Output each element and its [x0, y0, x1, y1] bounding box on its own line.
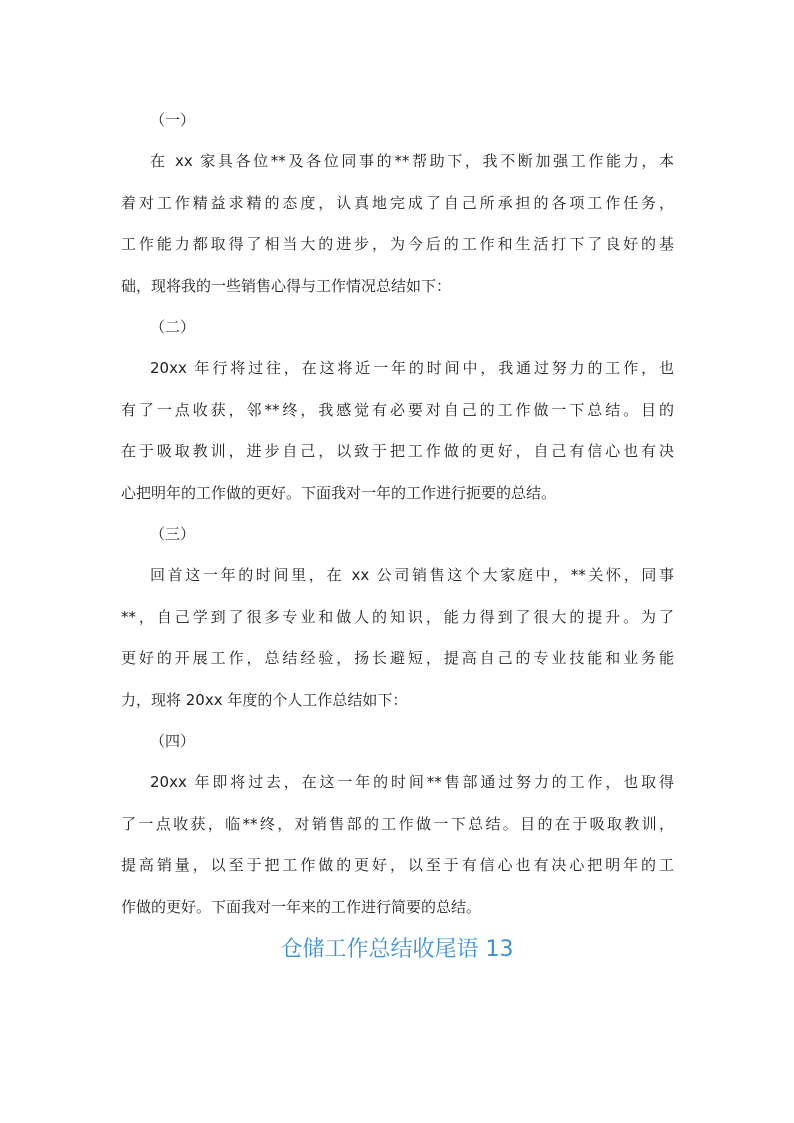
paragraph-line: **，自己学到了很多专业和做人的知识，能力得到了很大的提升。为了	[121, 607, 674, 626]
paragraph-line: 20xx 年行将过往，在这将近一年的时间中，我通过努力的工作，也	[150, 359, 674, 377]
paragraph-line: 20xx 年即将过去，在这一年的时间**售部通过努力的工作，也取得	[150, 773, 674, 791]
paragraph-line: 了一点收获，临**终，对销售部的工作做一下总结。目的在于吸取教训，	[121, 814, 674, 833]
section-paragraph-3	[121, 555, 674, 721]
paragraph-line: 有了一点收获，邻**终，我感觉有必要对自己的工作做一下总结。目的	[121, 400, 674, 419]
section-heading-3: （三）	[150, 525, 196, 543]
paragraph-line: 心把明年的工作做的更好。下面我对一年的工作进行扼要的总结。	[121, 483, 557, 502]
section-heading-2: （二）	[150, 318, 196, 336]
paragraph-line: 作做的更好。下面我对一年来的工作进行简要的总结。	[121, 897, 482, 916]
paragraph-line: 力，现将 20xx 年度的个人工作总结如下：	[121, 690, 408, 709]
document-body	[121, 100, 674, 928]
section-title: 仓储工作总结收尾语 13	[280, 937, 514, 962]
paragraph-line: 更好的开展工作，总结经验，扬长避短，提高自己的专业技能和业务能	[121, 649, 674, 667]
paragraph-line: 础，现将我的一些销售心得与工作情况总结如下：	[121, 276, 452, 295]
paragraph-line: 在 xx 家具各位**及各位同事的**帮助下，我不断加强工作能力，本	[150, 152, 674, 170]
section-heading-4: （四）	[150, 732, 196, 750]
paragraph-line: 提高销量，以至于把工作做的更好，以至于有信心也有决心把明年的工	[121, 856, 674, 874]
paragraph-line: 工作能力都取得了相当大的进步，为今后的工作和生活打下了良好的基	[121, 235, 674, 253]
section-paragraph-4	[121, 762, 674, 928]
paragraph-line: 在于吸取教训，进步自己，以致于把工作做的更好，自己有信心也有决	[121, 442, 674, 460]
section-paragraph-1	[121, 141, 674, 307]
section-heading-1: （一）	[150, 111, 196, 129]
paragraph-line: 回首这一年的时间里，在 xx 公司销售这个大家庭中，**关怀，同事	[150, 566, 674, 584]
paragraph-line: 着对工作精益求精的态度，认真地完成了自己所承担的各项工作任务，	[121, 193, 674, 212]
section-paragraph-2	[121, 348, 674, 514]
